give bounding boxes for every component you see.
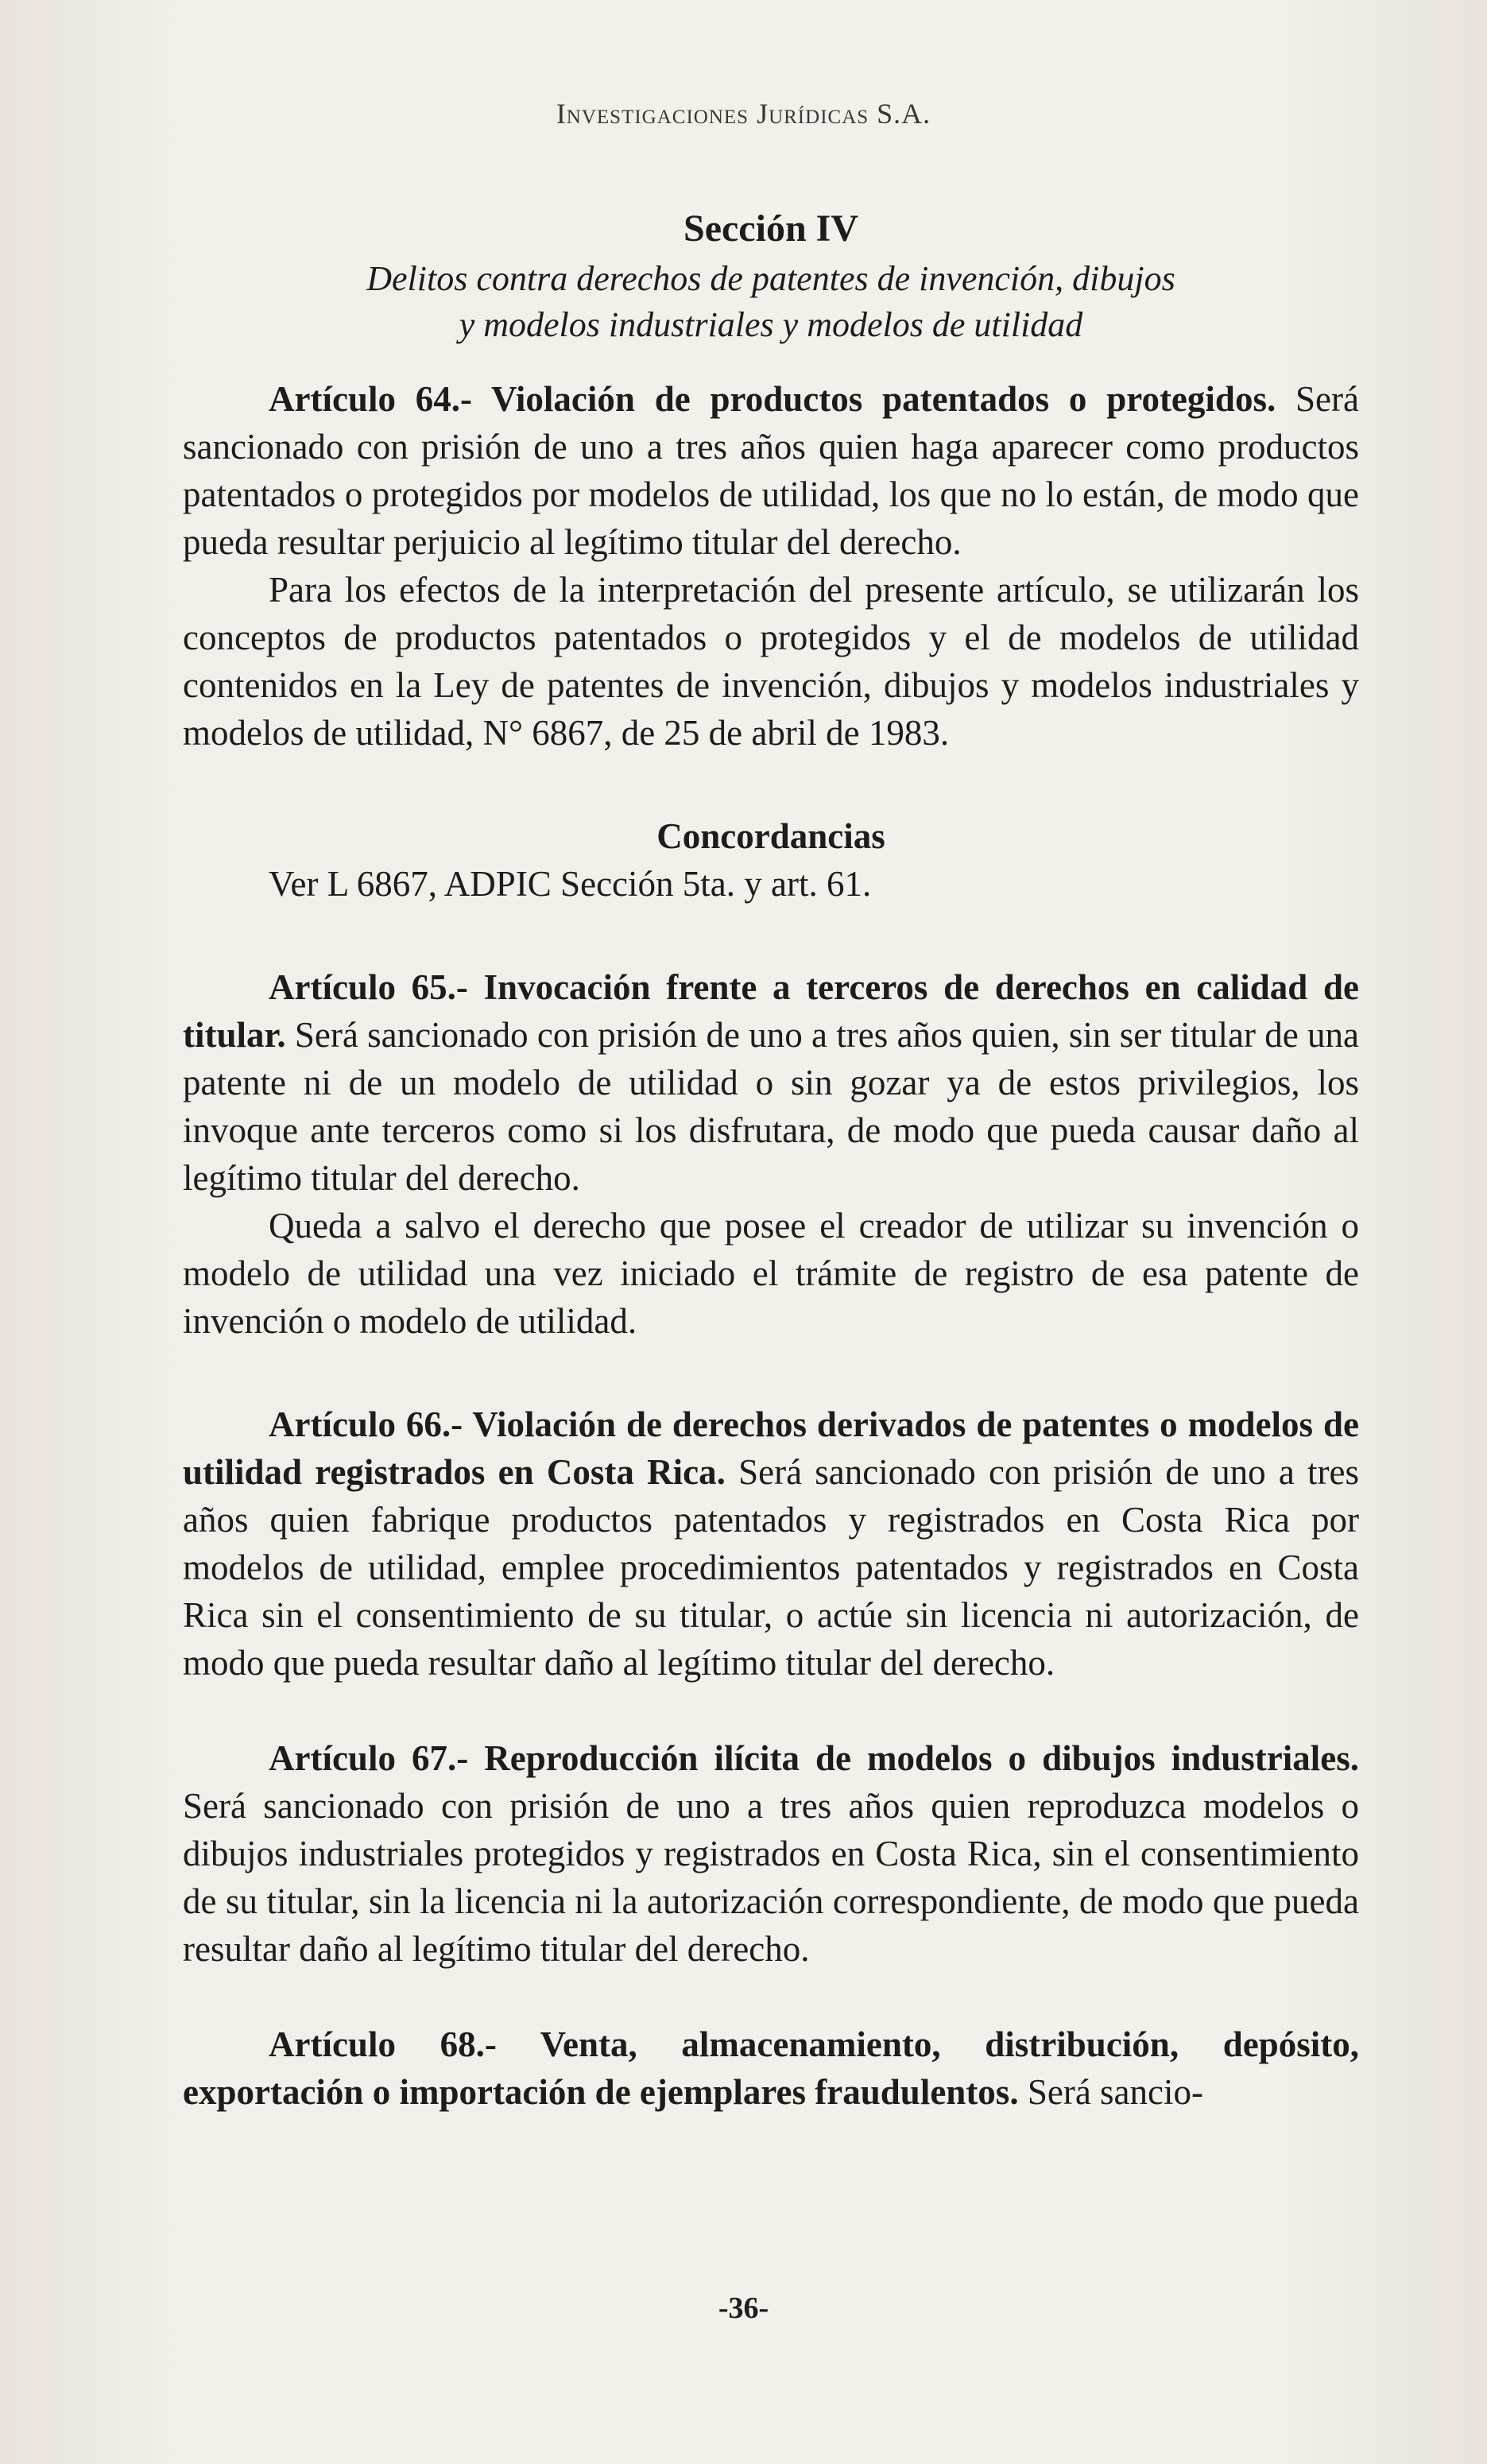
- article-65: [183, 963, 1359, 1202]
- article-65-body: Será sancionado con prisión de uno a tres años quien, sin ser titular de una patente ni de un modelo de utilidad o sin gozar ya de estos privilegios, los invoque ante terceros como si los disfrutara, de modo que pueda causar daño al legítimo titular del derecho.: [183, 1015, 1359, 1198]
- article-67-body: Será sancionado con prisión de uno a tres años quien reproduzca modelos o dibujos industriales protegidos y registrados en Costa Rica, sin el consentimiento de su titular, sin la licencia ni la autorización correspondiente, de modo que pueda resultar daño al legítimo titular del derecho.: [183, 1786, 1359, 1969]
- article-66: [183, 1401, 1359, 1687]
- article-68-heading: Artículo 68.- Venta, almacenamiento, distribución, depósito, exportación o importación de ejemplares fraudulentos.: [183, 2024, 1359, 2112]
- article-65-paragraph-2: Queda a salvo el derecho que posee el creador de utilizar su invención o modelo de utilidad una vez iniciado el trámite de registro de esa patente de invención o modelo de utilidad.: [183, 1206, 1359, 1341]
- section-subtitle-line1: Delitos contra derechos de patentes de invención, dibujos: [366, 259, 1175, 298]
- article-66-heading: Artículo 66.- Violación de derechos derivados de patentes o modelos de utilidad registrados en Costa Rica.: [183, 1404, 1359, 1492]
- article-64-heading: Artículo 64.- Violación de productos patentados o protegidos.: [269, 379, 1276, 419]
- article-67-heading: Artículo 67.- Reproducción ilícita de modelos o dibujos industriales.: [269, 1738, 1359, 1778]
- article-64-paragraph-2: Para los efectos de la interpretación del presente artículo, se utilizarán los conceptos de productos patentados o protegidos y el de modelos de utilidad contenidos en la Ley de patentes de invención, dibujos y modelos industriales y modelos de utilidad, N° 6867, de 25 de abril de 1983.: [183, 570, 1359, 753]
- article-64-body: Será sancionado con prisión de uno a tres años quien haga aparecer como productos patentados o protegidos por modelos de utilidad, los que no lo están, de modo que pueda resultar perjuicio al legítimo titular del derecho.: [183, 379, 1359, 562]
- page-number: -36-: [718, 2292, 769, 2325]
- running-head: Investigaciones Jurídicas S.A.: [556, 98, 931, 130]
- article-66-body: Será sancionado con prisión de uno a tres años quien fabrique productos patentados y registrados en Costa Rica por modelos de utilidad, emplee procedimientos patentados y registrados en Costa Rica sin el consentimiento de su titular, o actúe sin licencia ni autorización, de modo que pueda resultar daño al legítimo titular del derecho.: [183, 1452, 1359, 1683]
- page-content: [183, 207, 1359, 2116]
- article-68-body: Será sancio-: [1018, 2072, 1203, 2112]
- concordancias-body: Ver L 6867, ADPIC Sección 5ta. y art. 61.: [269, 864, 872, 904]
- section-subtitle-line2: y modelos industriales y modelos de utilidad: [459, 305, 1083, 344]
- article-65-heading: Artículo 65.- Invocación frente a terceros de derechos en calidad de titular.: [183, 967, 1359, 1055]
- concordancias-title: Concordancias: [656, 816, 885, 856]
- article-68: [183, 2020, 1359, 2116]
- article-64: [183, 375, 1359, 566]
- section-title: Sección IV: [683, 207, 858, 250]
- article-67: [183, 1734, 1359, 1973]
